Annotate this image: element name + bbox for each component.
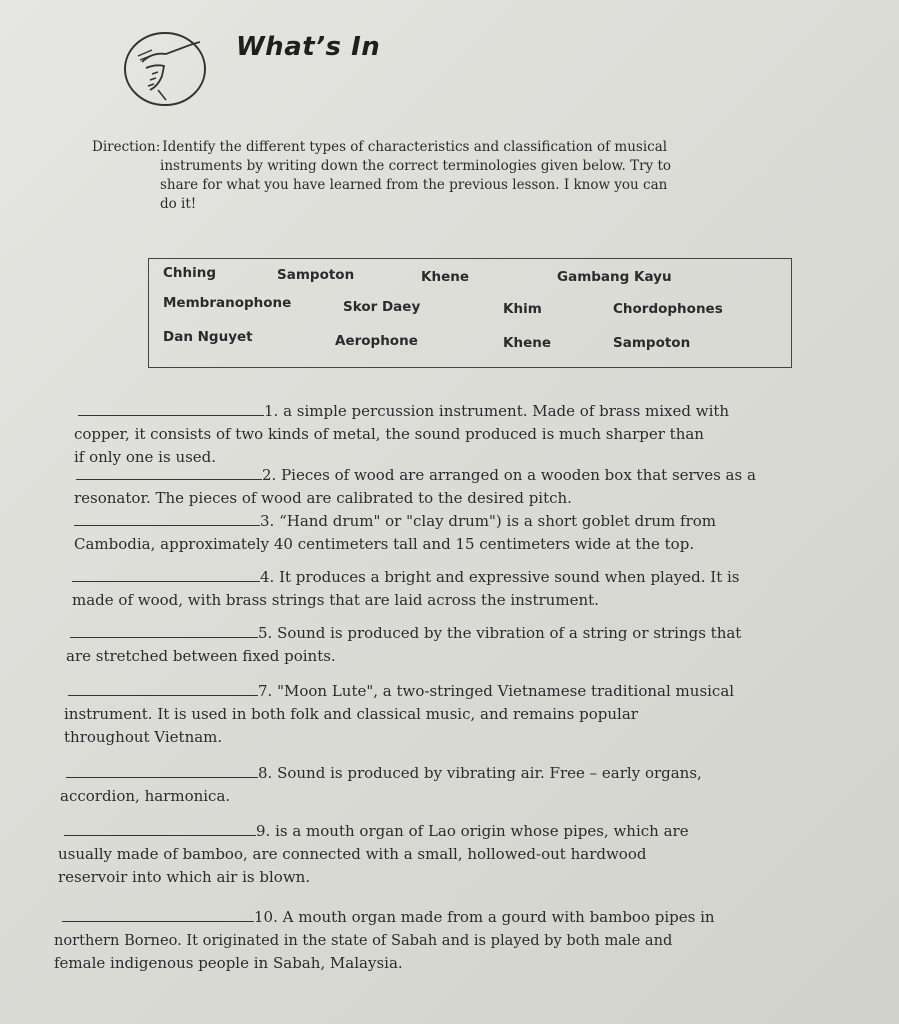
answer-blank[interactable] bbox=[62, 907, 254, 922]
direction-line-2: instruments by writing down the correct terminologies given below. Try to bbox=[160, 158, 671, 174]
question-item: 2. Pieces of wood are arranged on a wooden box that serves as a resonator. The pieces of wood are calibrated to the desired pitch. bbox=[74, 466, 756, 507]
term: Membranophone bbox=[163, 295, 292, 311]
question-item: 8. Sound is produced by vibrating air. Free – early organs, accordion, harmonica. bbox=[60, 764, 702, 805]
answer-blank[interactable] bbox=[74, 511, 260, 526]
term: Chordophones bbox=[613, 301, 723, 317]
question-item: 3. “Hand drum" or "clay drum") is a short goblet drum from Cambodia, approximately 40 centimeters tall and 15 centimeters wide at the top. bbox=[74, 512, 716, 553]
question-item: 4. It produces a bright and expressive sound when played. It is made of wood, with brass strings that are laid across the instrument. bbox=[72, 568, 740, 609]
hand-writing-logo-icon bbox=[122, 30, 208, 108]
terminology-box bbox=[148, 258, 792, 368]
term: Khene bbox=[421, 269, 469, 285]
question-item: 7. "Moon Lute", a two-stringed Vietnamese traditional musical instrument. It is used in both folk and classical music, and remains popular throughout Vietnam. bbox=[64, 682, 735, 746]
direction-label: Direction: bbox=[92, 139, 161, 155]
answer-blank[interactable] bbox=[64, 821, 256, 836]
term: Chhing bbox=[163, 265, 217, 281]
question-item: 5. Sound is produced by the vibration of a string or strings that are stretched between fixed points. bbox=[66, 624, 742, 665]
answer-blank[interactable] bbox=[68, 681, 258, 696]
term: Sampoton bbox=[613, 335, 691, 351]
direction-line-3: share for what you have learned from the previous lesson. I know you can bbox=[160, 177, 668, 193]
term: Khim bbox=[503, 301, 542, 317]
answer-blank[interactable] bbox=[78, 401, 264, 416]
term: Dan Nguyet bbox=[163, 329, 253, 345]
answer-blank[interactable] bbox=[66, 763, 258, 778]
direction-line-1: Direction: Identify the different types of characteristics and classification of musical bbox=[92, 139, 668, 155]
direction-line-4: do it! bbox=[160, 196, 197, 212]
term: Sampoton bbox=[277, 267, 355, 283]
answer-blank[interactable] bbox=[76, 465, 262, 480]
direction-paragraph bbox=[92, 138, 782, 214]
question-item: 9. is a mouth organ of Lao origin whose pipes, which are usually made of bamboo, are connected with a small, hollowed-out hardwood reservoir into which air is blown. bbox=[58, 822, 689, 886]
term: Gambang Kayu bbox=[557, 269, 672, 285]
answer-blank[interactable] bbox=[72, 567, 260, 582]
answer-blank[interactable] bbox=[70, 623, 258, 638]
question-item: 1. a simple percussion instrument. Made of brass mixed with copper, it consists of two kinds of metal, the sound produced is much sharper than if only one is used. bbox=[74, 402, 730, 466]
term: Skor Daey bbox=[343, 299, 421, 315]
question-item: 10. A mouth organ made from a gourd with bamboo pipes in northern Borneo. It originated in the state of Sabah and is played by both male and female indigenous people in Sabah, Malaysia. bbox=[54, 908, 715, 972]
section-title: What’s In bbox=[236, 32, 381, 62]
term: Aerophone bbox=[335, 333, 418, 349]
term: Khene bbox=[503, 335, 551, 351]
